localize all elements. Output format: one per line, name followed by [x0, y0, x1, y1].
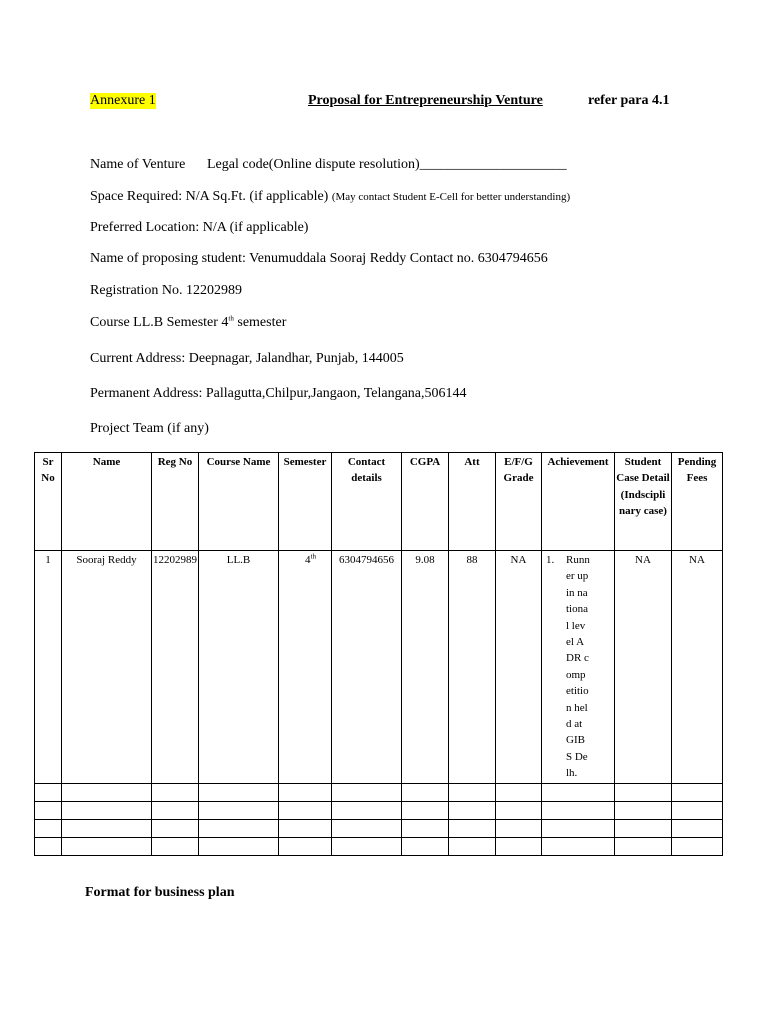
course-suffix: semester	[233, 315, 287, 330]
current-address: Current Address: Deepnagar, Jalandhar, Punjab, 144005	[90, 351, 404, 366]
venture-value: Legal code(Online dispute resolution)_____________________	[207, 157, 567, 172]
cell-cgpa: 9.08	[402, 551, 449, 784]
header-achievement: Achievement	[542, 453, 615, 551]
header-case-detail: Student Case Detail (Indscipli nary case)	[615, 453, 672, 551]
cell-semester	[279, 551, 332, 784]
registration-number: Registration No. 12202989	[90, 283, 243, 298]
cell-att: 88	[449, 551, 496, 784]
header-name: Name	[62, 453, 152, 551]
cell-case-detail: NA	[615, 551, 672, 784]
header-contact-details: Contact details	[332, 453, 402, 551]
annexure-label: Annexure 1	[90, 93, 156, 108]
table-row-empty	[35, 801, 723, 819]
table-row	[35, 551, 723, 784]
course-semester	[90, 315, 286, 331]
course-prefix: Course LL.B Semester 4	[90, 315, 229, 330]
semester-value: 4	[305, 554, 311, 566]
permanent-address: Permanent Address: Pallagutta,Chilpur,Jangaon, Telangana,506144	[90, 386, 467, 401]
table-row-empty	[35, 837, 723, 855]
venture-label: Name of Venture	[90, 157, 186, 172]
space-required-text: Space Required: N/A Sq.Ft. (if applicable)	[90, 189, 329, 204]
space-required-note: (May contact Student E-Cell for better understanding)	[331, 191, 571, 203]
cell-reg: 12202989	[152, 551, 199, 784]
achievement-text: Runner up in national level ADR competition held at GIBS Delh.	[566, 554, 590, 780]
header-pending-fees: Pending Fees	[672, 453, 723, 551]
table-header-row	[35, 453, 723, 551]
table-row-empty	[35, 783, 723, 801]
preferred-location: Preferred Location: N/A (if applicable)	[90, 220, 309, 235]
para-reference: refer para 4.1	[588, 93, 670, 108]
cell-name: Sooraj Reddy	[62, 551, 152, 784]
project-team-label: Project Team (if any)	[90, 421, 209, 436]
course-sup: th	[228, 314, 234, 323]
semester-sup: th	[310, 552, 316, 561]
document-title: Proposal for Entrepreneurship Venture	[308, 93, 543, 108]
header-att: Att	[449, 453, 496, 551]
proposing-student: Name of proposing student: Venumuddala Sooraj Reddy Contact no. 6304794656	[90, 251, 548, 266]
cell-grade: NA	[496, 551, 542, 784]
header-course-name: Course Name	[199, 453, 279, 551]
achievement-number: 1.	[546, 554, 555, 566]
table-row-empty	[35, 819, 723, 837]
header-semester: Semester	[279, 453, 332, 551]
header-sr-no: Sr No	[35, 453, 62, 551]
business-plan-heading: Format for business plan	[85, 885, 235, 900]
project-team-table	[34, 452, 723, 856]
cell-achievement	[542, 551, 615, 784]
space-required	[90, 189, 570, 205]
cell-course: LL.B	[199, 551, 279, 784]
cell-contact: 6304794656	[332, 551, 402, 784]
cell-sr: 1	[35, 551, 62, 784]
header-grade: E/F/G Grade	[496, 453, 542, 551]
header-reg-no: Reg No	[152, 453, 199, 551]
header-cgpa: CGPA	[402, 453, 449, 551]
cell-pending-fees: NA	[672, 551, 723, 784]
